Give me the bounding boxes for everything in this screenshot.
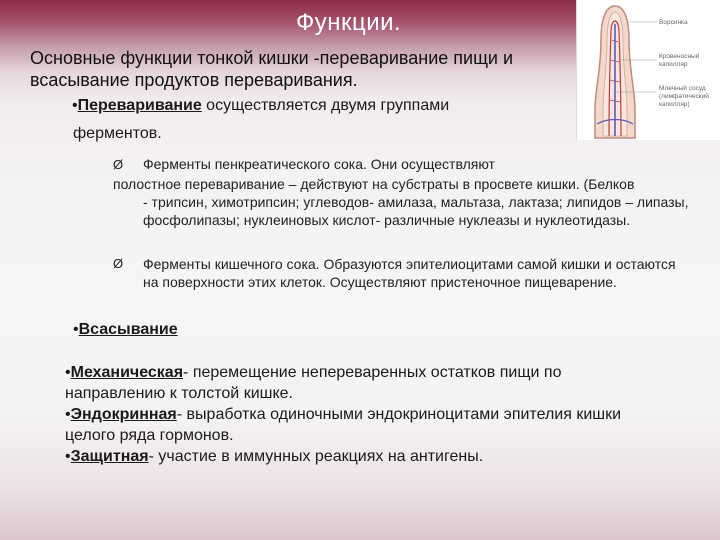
intro-text: Основные функции тонкой кишки -переваривание пищи и всасывание продуктов переваривания. [30, 48, 513, 90]
ferment-item-1-body [113, 175, 713, 229]
ferment-item-1-first: полостное переваривание – действуют на субстраты в просвете кишки. (Белков [113, 176, 635, 192]
function-text: - выработка одиночными эндокриноцитами эпителия кишки целого ряда гормонов. [65, 406, 622, 444]
function-text: - участие в иммунных реакциях на антигены. [148, 448, 484, 465]
villus-illustration [577, 0, 720, 140]
label-lymph-vessel: Млечный сосуд (лимфатический капилляр) [659, 85, 709, 108]
digestion-text: осуществляется двумя группами [201, 97, 450, 114]
bullet: • [73, 321, 79, 338]
absorption-heading [73, 321, 178, 339]
bullet: • [65, 406, 71, 423]
ferment-item-1-rest: - трипсин, химотрипсин; углеводов- амилаза, мальтаза, лактаза; липидов – липазы, фосфолипазы; нуклеиновых кислот- различные нуклеазы и нуклеотидазы. [143, 194, 689, 228]
label-blood-capillary: Кровеносный капилляр [659, 53, 700, 68]
villus-diagram [576, 0, 720, 140]
function-term: Защитная [70, 448, 149, 465]
function-term: Эндокринная [70, 406, 177, 423]
label-villus: Ворсинка [659, 19, 688, 26]
page-title: Функции. [296, 9, 402, 36]
list-item [65, 446, 665, 467]
function-term: Механическая [70, 364, 184, 381]
bullet: • [65, 364, 71, 381]
ferment-item-1-head [113, 155, 495, 174]
arrow-bullet-icon: Ø [113, 256, 124, 271]
digestion-heading [72, 97, 449, 115]
functions-list [65, 362, 665, 467]
ferment-item-1-title: Ферменты пенкреатического сока. Они осуществляют [143, 156, 495, 172]
ferment-item-2 [113, 254, 693, 291]
function-text: - перемещение непереваренных остатков пищи по направлению к толстой кишке. [65, 364, 562, 402]
list-item [65, 404, 665, 446]
bullet: • [65, 448, 71, 465]
digestion-text-cont: ферментов. [73, 125, 162, 142]
digestion-term: Переваривание [77, 97, 202, 114]
list-item [65, 362, 665, 404]
absorption-term: Всасывание [78, 321, 178, 338]
ferment-item-2-text: Ферменты кишечного сока. Образуются эпителиоцитами самой кишки и остаются на поверхности этих клеток. Осуществляют пристеночное пищеварение. [143, 256, 676, 290]
arrow-bullet-icon: Ø [113, 157, 124, 172]
bullet: • [72, 97, 78, 114]
